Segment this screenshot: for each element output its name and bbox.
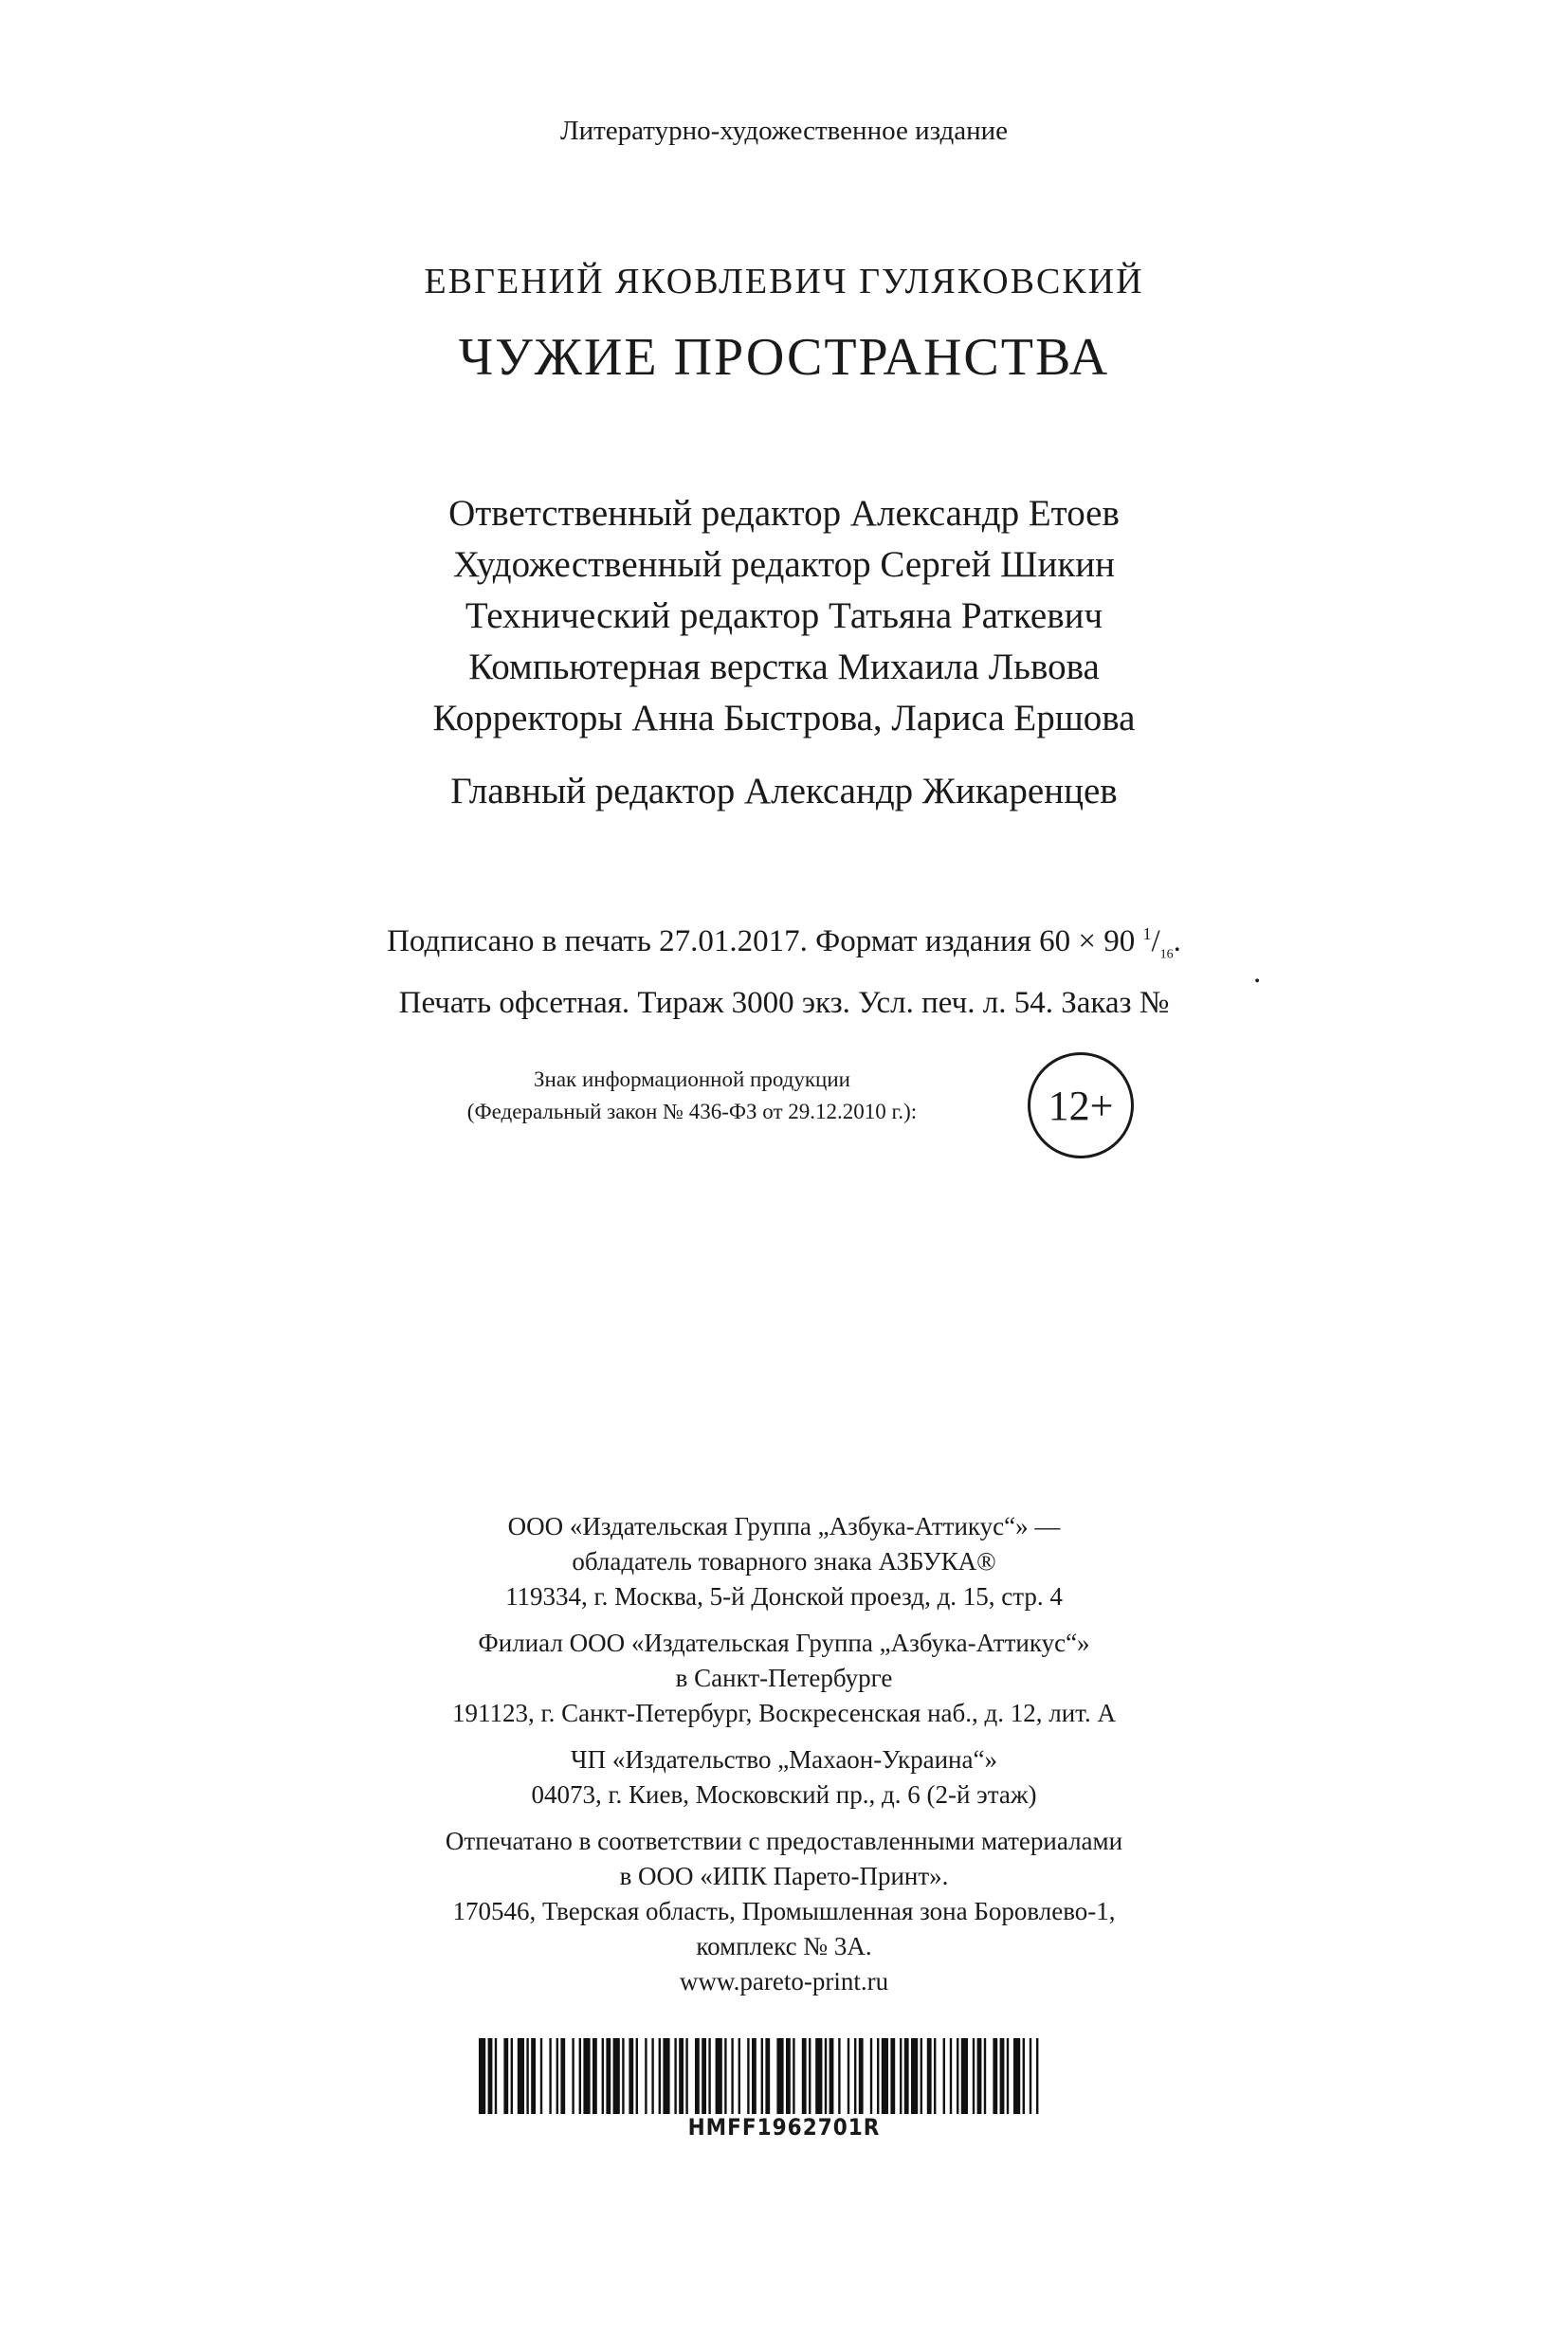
imprint-line: www.pareto-print.ru [679,1967,889,1996]
print-info-end: . [1173,924,1181,958]
age-rating-badge: 12+ [1028,1052,1134,1158]
format-numerator: 1 [1142,924,1152,943]
imprint-line: в ООО «ИПК Парето-Принт». [619,1862,949,1890]
credits-block [0,488,1568,744]
credit-line: Ответственный редактор Александр Етоев [448,493,1120,534]
info-sign-line-1: Знак информационной продукции [534,1067,850,1091]
barcode-label: HMFF1962701R [687,2114,881,2141]
imprint-line: в Санкт-Петербурге [675,1664,893,1692]
branch-group [0,1626,1568,1731]
publisher-group [0,1509,1568,1614]
print-info-text: Подписано в печать 27.01.2017. Формат издания 60 × 90 [387,924,1136,958]
imprint-line: ООО «Издательская Группа „Азбука-Аттикус“» — [507,1512,1061,1540]
author-name: ЕВГЕНИЙ ЯКОВЛЕВИЧ ГУЛЯКОВСКИЙ [424,262,1144,301]
print-info-line-2: Печать офсетная. Тираж 3000 экз. Усл. печ. л. 54. Заказ № [398,985,1170,1020]
imprint-block [0,1509,1568,2011]
info-sign-line-2: (Федеральный закон № 436-ФЗ от 29.12.2010 г.): [466,1100,918,1123]
imprint-line: Отпечатано в соответствии с предоставленными материалами [445,1827,1123,1855]
print-info-block [0,910,1568,1027]
imprint-line: 191123, г. Санкт-Петербург, Воскресенская наб., д. 12, лит. А [452,1699,1116,1727]
credit-line: Компьютерная верстка Михаила Львова [468,647,1100,687]
imprint-line: 119334, г. Москва, 5-й Донской проезд, д. 15, стр. 4 [505,1582,1063,1611]
imprint-line: 04073, г. Киев, Московский пр., д. 6 (2-й этаж) [531,1780,1037,1809]
print-info-line-1: Подписано в печать 27.01.2017. Формат издания 60 × 90 $^1/_{16}$. [387,924,1181,962]
book-title: ЧУЖИЕ ПРОСТРАНСТВА [458,328,1110,387]
credit-line: Художественный редактор Сергей Шикин [452,544,1116,585]
chief-editor-line: Главный редактор Александр Жикаренцев [450,771,1118,811]
imprint-line: 170546, Тверская область, Промышленная зона Боровлево-1, [452,1897,1116,1925]
format-denominator: 16 [1159,947,1174,962]
printer-group [0,1824,1568,1999]
credit-line: Корректоры Анна Быстрова, Лариса Ершова [432,698,1136,738]
ukraine-group [0,1742,1568,1813]
stray-dot: . [1253,956,1262,990]
imprint-line: Филиал ООО «Издательская Группа „Азбука-Аттикус“» [478,1629,1090,1657]
imprint-line: комплекс № 3А. [696,1932,872,1960]
genre-line: Литературно-художественное издание [559,116,1009,146]
barcode [479,2038,1042,2114]
info-sign-text [389,1064,995,1128]
imprint-line: ЧП «Издательство „Махаон-Украина“» [571,1745,997,1774]
credit-line: Технический редактор Татьяна Раткевич [465,595,1103,636]
imprint-line: обладатель товарного знака АЗБУКА® [572,1547,996,1576]
